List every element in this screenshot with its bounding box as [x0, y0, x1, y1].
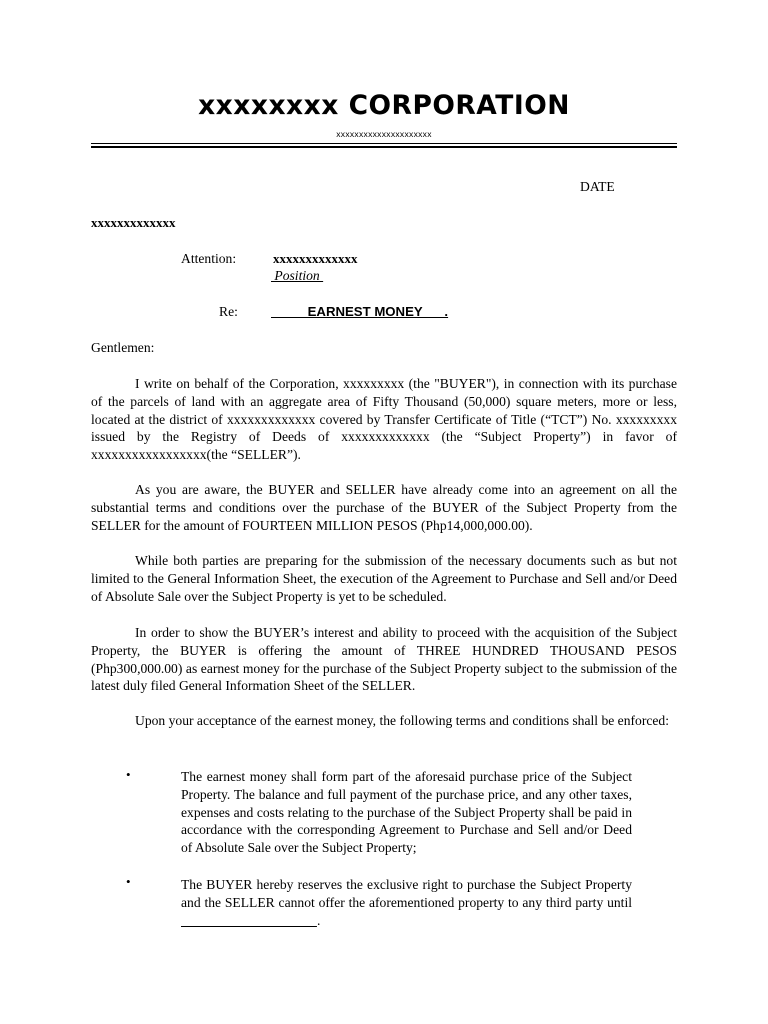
header-rule-thick	[91, 146, 677, 148]
paragraph-terms-intro: Upon your acceptance of the earnest money, the following terms and conditions shall be enforced:	[135, 713, 670, 728]
term-item	[181, 876, 632, 929]
letter-date: DATE	[580, 179, 615, 194]
re-label: Re:	[219, 304, 238, 319]
re-subject: EARNEST MONEY .	[271, 304, 449, 319]
attention-name: xxxxxxxxxxxxx	[273, 251, 358, 266]
blank-fill-line	[181, 913, 317, 928]
paragraph-buyer-intro: I write on behalf of the Corporation, xxxxxxxxx (the "BUYER"), in connection with its purchase of the parcels of land with an aggregate area of Fifty Thousand (50,000) square meters, more or less, located at the district of xxxxxxxxxxxxx covered by Transfer Certificate of Title (“TCT”) No. xxxxxxxxx issued by the Registry of Deeds of xxxxxxxxxxxxx (the “Subject Property”) in favor of xxxxxxxxxxxxxxxxx(the “SELLER”).	[91, 376, 677, 463]
addressee: xxxxxxxxxxxxx	[91, 215, 176, 230]
paragraph-earnest-offer: In order to show the BUYER’s interest and ability to proceed with the acquisition of the Subject Property, the BUYER is offering the amount of THREE HUNDRED THOUSAND PESOS (Php300,000.00) as earnest money for the purchase of the Subject Property subject to the submission of the latest duly filed General Information Sheet of the SELLER.	[91, 625, 677, 694]
term-item: The earnest money shall form part of the aforesaid purchase price of the Subject Property. The balance and full payment of the purchase price, and any other taxes, expenses and costs relating to the purchase of the Subject Property shall be paid in accordance with the corresponding Agreement to Purchase and Sell and/or Deed of Absolute Sale over the Subject Property;	[181, 769, 632, 856]
paragraph-documents: While both parties are preparing for the submission of the necessary documents such as but not limited to the General Information Sheet, the execution of the Agreement to Purchase and Sell and/or Deed of Absolute Sale over the Subject Property is yet to be scheduled.	[91, 553, 677, 604]
header-rule-thin	[91, 143, 677, 144]
term-item-text: The BUYER hereby reserves the exclusive right to purchase the Subject Property and the SELLER cannot offer the aforementioned property to any third party until	[181, 877, 632, 910]
company-name: xxxxxxxx CORPORATION	[198, 90, 570, 121]
term-item-end: .	[316, 912, 321, 928]
attention-label: Attention:	[181, 251, 237, 266]
bullet-icon: •	[126, 767, 131, 782]
company-address: xxxxxxxxxxxxxxxxxxxxx	[336, 129, 432, 139]
salutation: Gentlemen:	[91, 340, 155, 355]
bullet-icon: •	[126, 874, 131, 889]
paragraph-agreement: As you are aware, the BUYER and SELLER have already come into an agreement on all the substantial terms and conditions over the purchase of the BUYER of the Subject Property from the SELLER for the amount of FOURTEEN MILLION PESOS (Php14,000,000.00).	[91, 482, 677, 533]
attention-position: Position	[271, 268, 324, 283]
